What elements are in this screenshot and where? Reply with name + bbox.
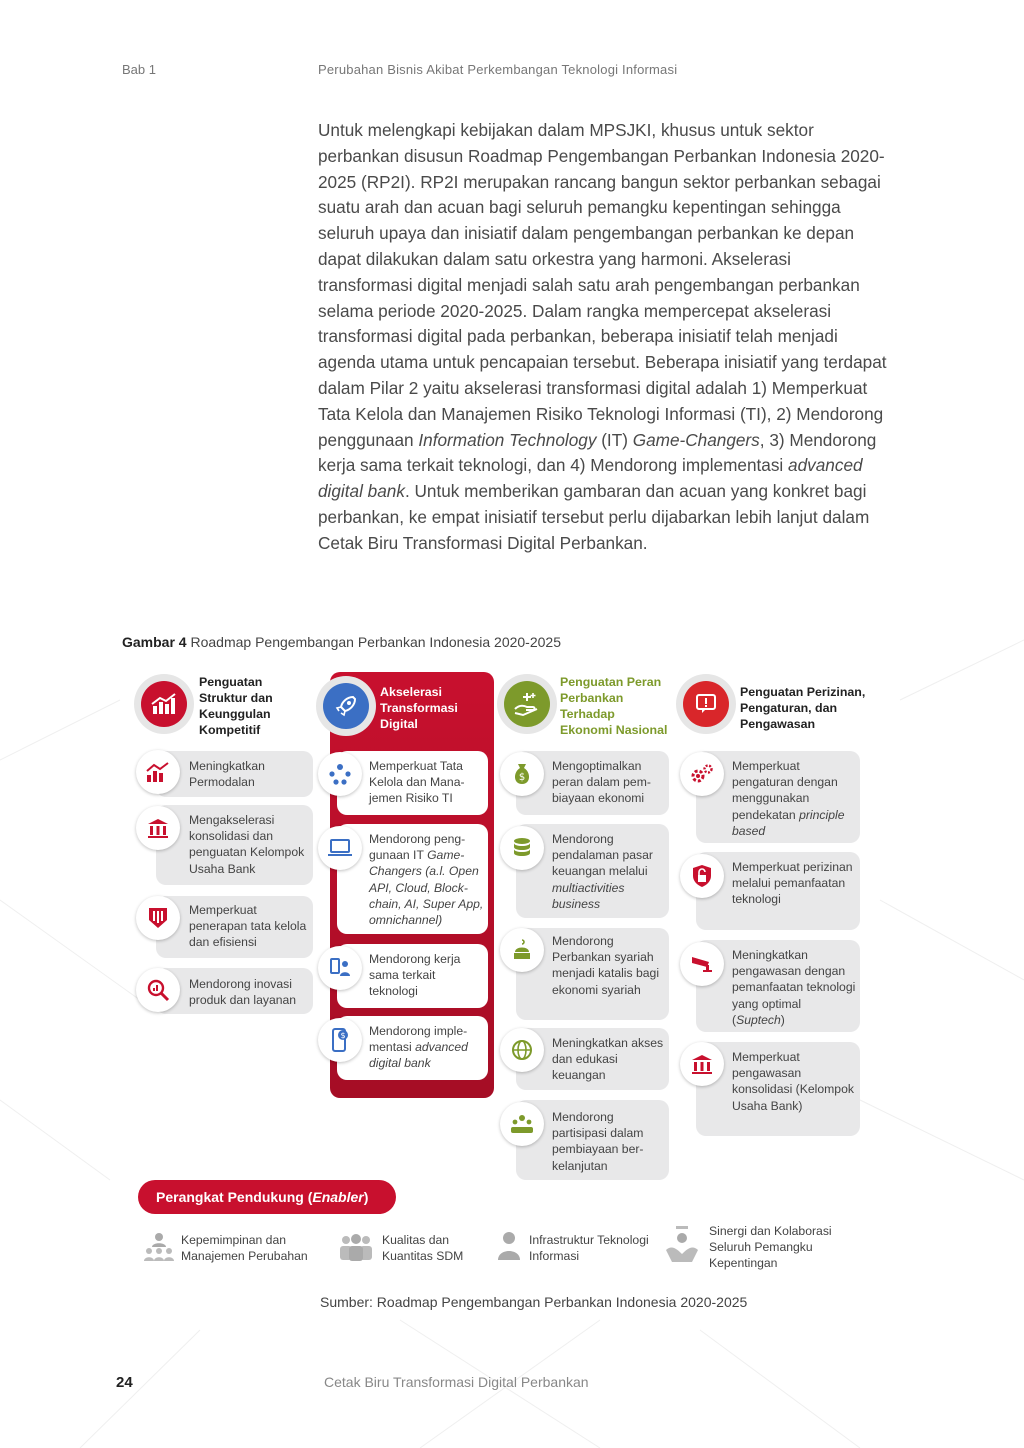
pillar4-badge xyxy=(676,674,736,734)
pillar4-title: Penguatan Perizinan, Pengaturan, dan Pengawasan xyxy=(740,685,866,731)
collaboration-icon xyxy=(318,946,362,990)
enabler-item-1: Kepemimpinan dan Manajemen Perubahan xyxy=(181,1233,308,1263)
chart-up-icon xyxy=(136,750,180,794)
page-number: 24 xyxy=(116,1374,133,1391)
pillar4-item1: Memperkuat pengaturan dengan menggunakan pendekatan principle based xyxy=(732,759,845,838)
running-header-title: Perubahan Bisnis Akibat Perkembangan Teknologi Informasi xyxy=(318,62,678,77)
hr-people-icon xyxy=(338,1232,374,1262)
pillar1-item2: Mengakselerasi konsolidasi dan penguatan Kelompok Usaha Bank xyxy=(189,813,305,876)
pillar4-item4: Memperkuat pengawasan konsolidasi (Kelompok Usaha Bank) xyxy=(732,1050,854,1113)
enabler-label: Perangkat Pendukung ( Enabler ) xyxy=(138,1180,396,1214)
pillar1-item1: Meningkatkan Permodalan xyxy=(189,759,265,790)
lock-shield-icon xyxy=(680,854,724,898)
bank-building-icon xyxy=(136,806,180,850)
pillar3-item3: Mendorong Perbankan syariah menjadi katalis bagi ekonomi syariah xyxy=(552,934,660,997)
hand-plus-icon xyxy=(513,691,541,717)
pillar3-item1: Mengoptimalkan peran dalam pem-biayaan ekonomi xyxy=(552,759,651,806)
bank-building-icon xyxy=(680,1042,724,1086)
pillar4-item2: Memperkuat perizinan melalui pemanfaatan teknologi xyxy=(732,860,853,907)
pillar1-title: Penguatan Struktur dan Keunggulan Kompetitif xyxy=(199,675,273,737)
pillar3-title: Penguatan Peran Perbankan Terhadap Ekonomi Nasional xyxy=(560,675,668,737)
gears-icon xyxy=(680,752,724,796)
mosque-icon xyxy=(500,928,544,972)
alert-message-icon xyxy=(694,692,718,716)
enabler-item-3: Infrastruktur Teknologi Informasi xyxy=(529,1233,649,1263)
pillar1-item3: Memperkuat penerapan tata kelola dan efisiensi xyxy=(189,903,307,950)
pillar2-badge xyxy=(316,676,376,736)
money-bag-icon xyxy=(500,752,544,796)
pillar3-item2: Mendorong pendalaman pasar keuangan melalui multiactivities business xyxy=(552,832,653,911)
figure-caption: Gambar 4 Roadmap Pengembangan Perbankan Indonesia 2020-2025 xyxy=(122,634,561,650)
database-icon xyxy=(500,826,544,870)
pillar3-badge xyxy=(497,674,557,734)
pillar4-item3: Meningkatkan pengawasan dengan pemanfaatan teknologi yang optimal (Suptech) xyxy=(732,948,856,1027)
enabler-item-2: Kualitas dan Kuantitas SDM xyxy=(382,1233,464,1263)
body-paragraph: Untuk melengkapi kebijakan dalam MPSJKI, khusus untuk sektor perbankan disusun Roadmap Pengembangan Perbankan Indonesia 2020-2025 (RP2I). RP2I merupakan rancang bangun sektor perbankan sebagai suatu arah dan acuan bagi seluruh pemangku kepentingan sehingga seluruh upaya dan inisiatif dalam pengembangan perbankan ke depan dapat dilakukan dalam satu orkestra yang harmoni. Akselerasi transformasi digital menjadi salah satu arah pengembangan perbankan selama periode 2020-2025. Dalam rangka mempercepat akselerasi transformasi digital pada perbankan, beberapa inisiatif telah menjadi agenda utama untuk pencapaian tersebut. Beberapa inisiatif yang terdapat dalam Pilar 2 yaitu akselerasi transformasi digital adalah 1) Memperkuat Tata Kelola dan Manajemen Risiko Teknologi Informasi (TI), 2) Mendorong penggunaan Information Technology (IT) Game-Changers, 3) Mendorong kerja sama terkait teknologi, dan 4) Mendorong implementasi advanced digital bank. Untuk memberikan gambaran dan acuan yang konkret bagi perbankan, ke empat inisiatif tersebut perlu dijabarkan lebih lanjut dalam Cetak Biru Transformasi Digital Perbankan. xyxy=(318,120,887,553)
chapter-label: Bab 1 xyxy=(122,62,156,77)
svg-text:$: $ xyxy=(340,1031,346,1040)
mobile-dollar-icon xyxy=(318,1018,362,1062)
cctv-camera-icon xyxy=(680,942,724,986)
pillar2-item1: Memperkuat Tata Kelola dan Mana-jemen Risiko TI xyxy=(369,759,465,806)
globe-icon xyxy=(500,1028,544,1072)
pillar2-item4: Mendorong imple-mentasi advanced digital bank xyxy=(369,1024,468,1071)
pillar2-item2: Mendorong peng-gunaan IT Game-Changers (a.l. Open API, Cloud, Block-chain, AI, Super App, omnichannel) xyxy=(369,832,484,928)
enabler-item-4: Sinergi dan Kolaborasi Seluruh Pemangku Kepentingan xyxy=(709,1224,832,1270)
leadership-icon xyxy=(143,1232,175,1262)
footer-title: Cetak Biru Transformasi Digital Perbankan xyxy=(324,1374,589,1390)
infrastructure-person-icon xyxy=(496,1230,522,1262)
pillar3-item5: Mendorong partisipasi dalam pembiayaan ber-kelanjutan xyxy=(552,1110,644,1173)
rocket-icon xyxy=(333,693,359,719)
pillar1-item4: Mendorong inovasi produk dan layanan xyxy=(189,977,297,1008)
growth-chart-icon xyxy=(150,692,178,716)
people-network-icon xyxy=(318,752,362,796)
laptop-icon xyxy=(318,826,362,870)
svg-text:$: $ xyxy=(518,772,526,783)
pillar2-item3: Mendorong kerja sama terkait teknologi xyxy=(369,952,461,999)
pillar3-item4: Meningkatkan akses dan edukasi keuangan xyxy=(552,1036,664,1083)
pillar2-title: Akselerasi Transformasi Digital xyxy=(380,685,458,731)
figure-source: Sumber: Roadmap Pengembangan Perbankan Indonesia 2020-2025 xyxy=(320,1294,748,1310)
search-chart-icon xyxy=(136,968,180,1012)
people-group-icon xyxy=(500,1102,544,1146)
synergy-hands-icon xyxy=(664,1224,700,1264)
shield-bars-icon xyxy=(136,896,180,940)
pillar1-badge xyxy=(134,674,194,734)
